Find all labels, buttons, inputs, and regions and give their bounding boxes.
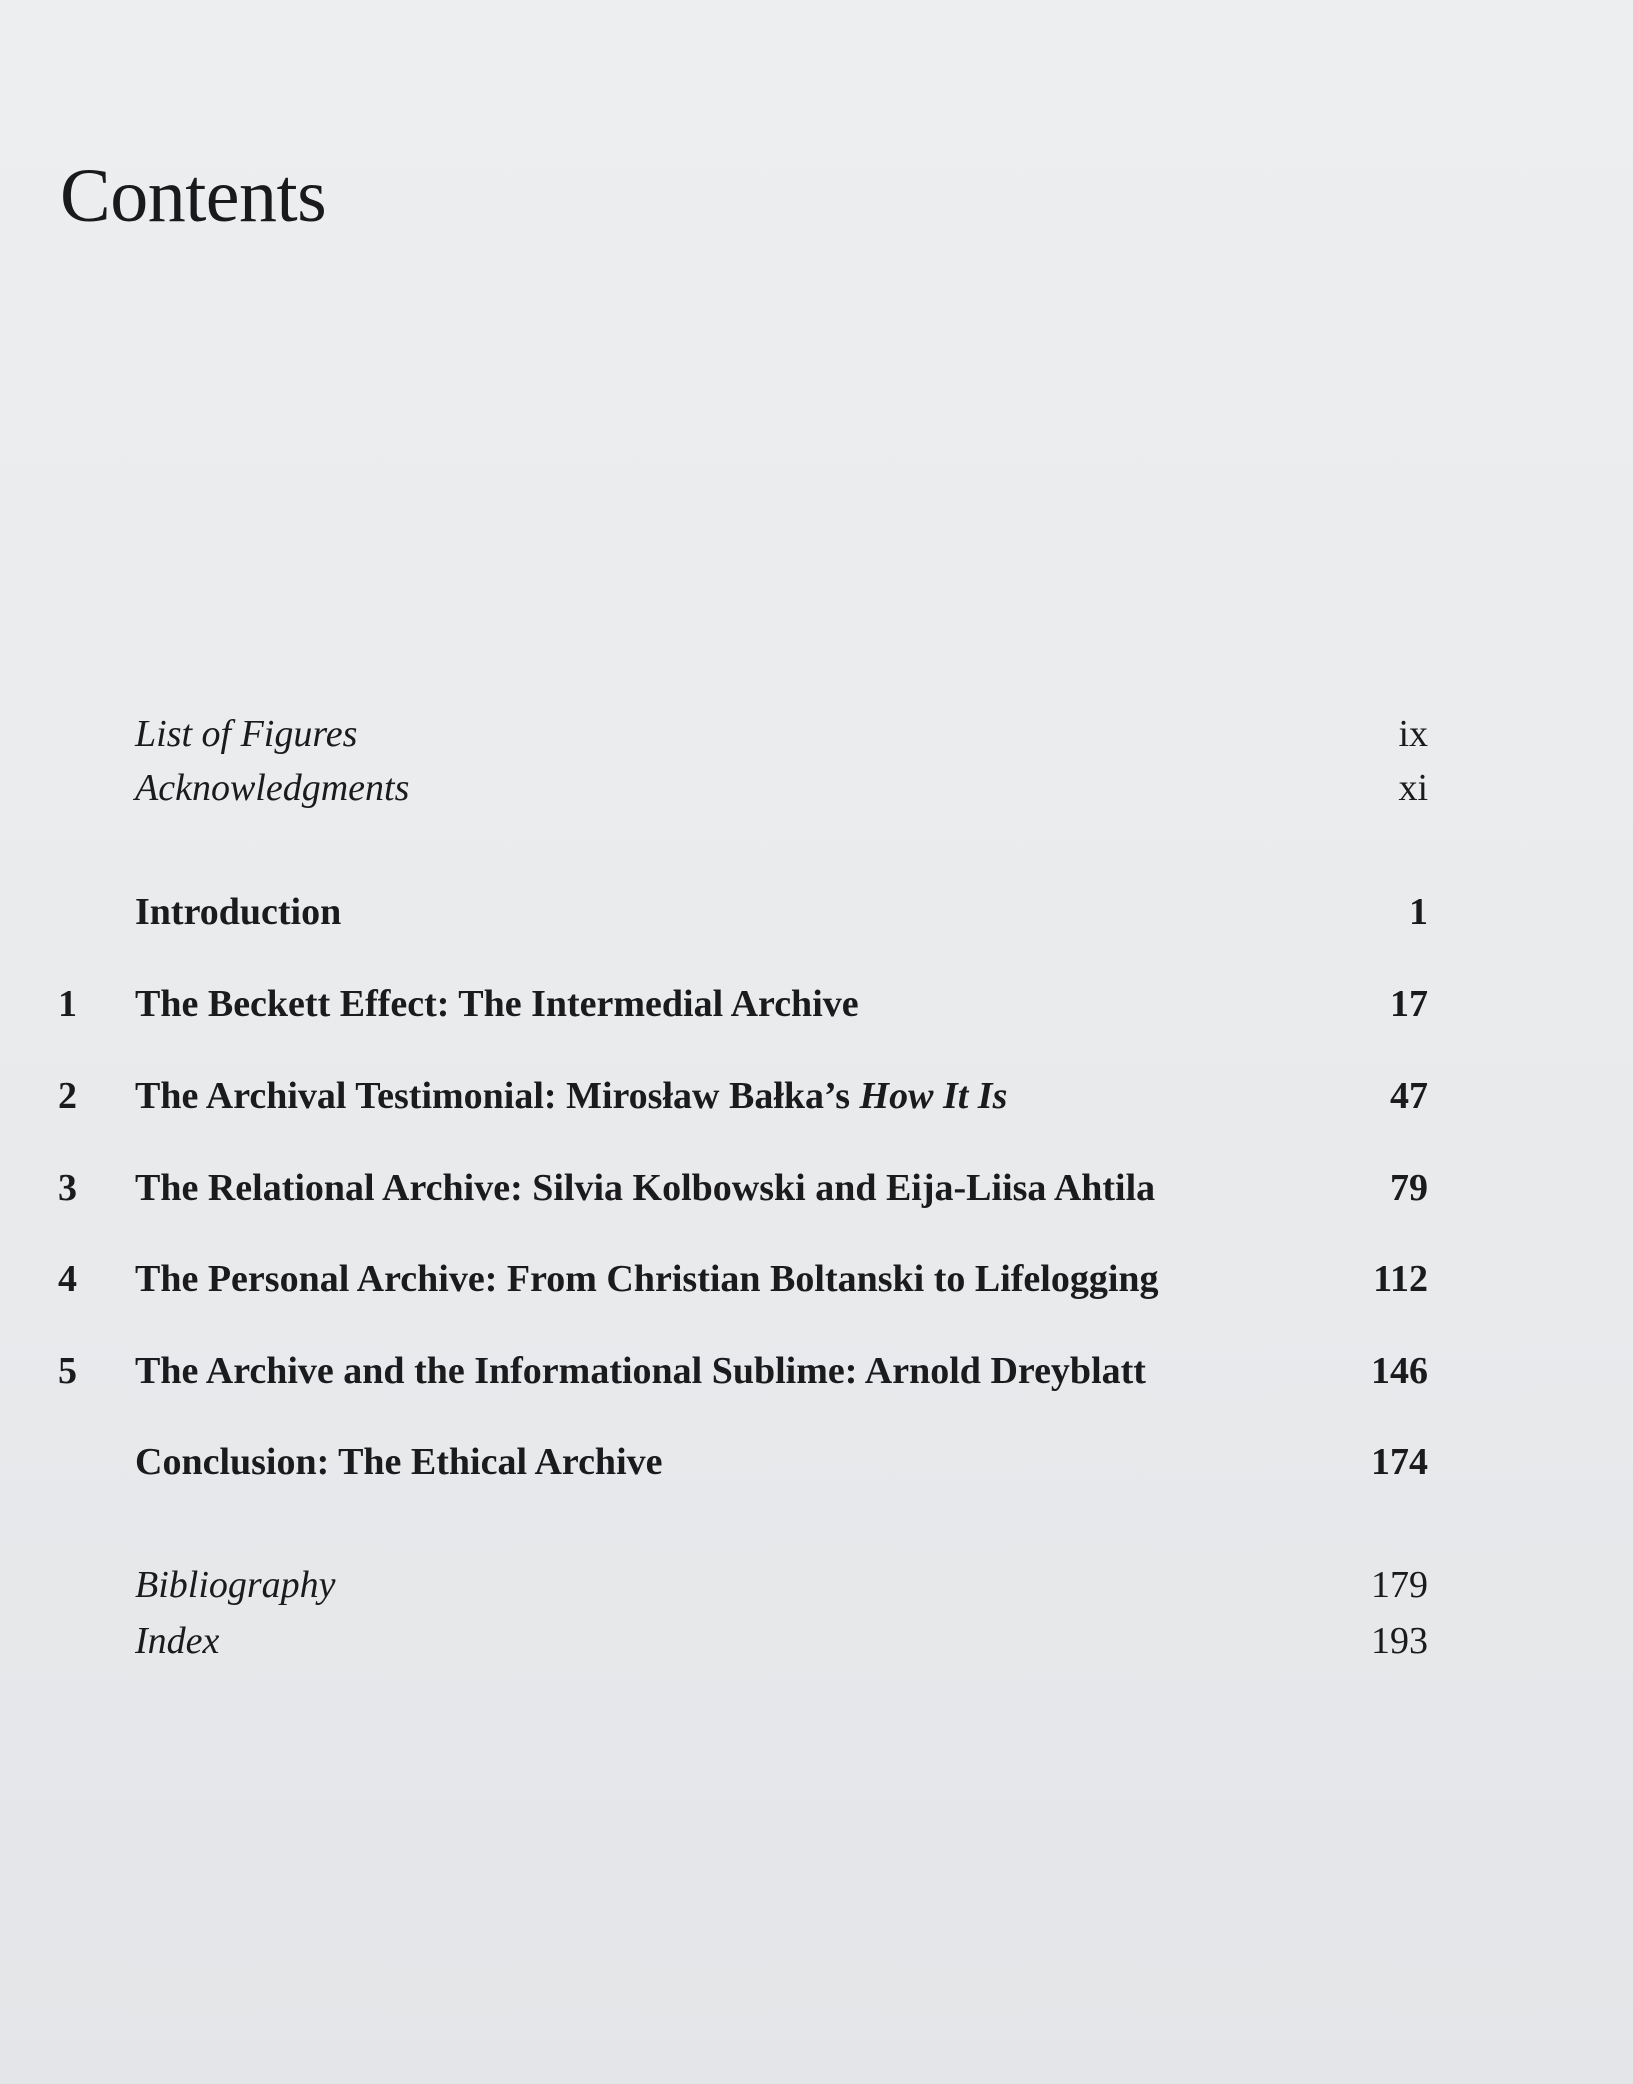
chapter-title: The Archive and the Informational Sublime: Arnold Dreyblatt (135, 1350, 1146, 1392)
chapter-number: 4 (58, 1258, 77, 1300)
toc-entry-label: Introduction (135, 891, 342, 933)
toc-entry-label: Conclusion: The Ethical Archive (135, 1441, 663, 1483)
toc-entry-page: 179 (1371, 1564, 1428, 1606)
toc-entry-page: 112 (1373, 1258, 1428, 1300)
toc-entry-conclusion (0, 1434, 1633, 1490)
toc-entry-page: 146 (1371, 1350, 1428, 1392)
toc-entry-chapter-3 (0, 1160, 1633, 1216)
chapter-title-italic: How It Is (859, 1075, 1008, 1117)
toc-entry-page: 174 (1371, 1441, 1428, 1483)
toc-entry-label: List of Figures (135, 713, 358, 755)
toc-entry-label (135, 1251, 1159, 1307)
toc-entry-introduction (0, 884, 1633, 940)
toc-entry-page: xi (1398, 767, 1428, 809)
toc-entry-page: 193 (1371, 1620, 1428, 1662)
chapter-number: 3 (58, 1167, 77, 1209)
toc-entry-bibliography (0, 1557, 1633, 1613)
chapter-title: The Beckett Effect: The Intermedial Archive (135, 983, 859, 1025)
toc-entry-acknowledgments (0, 760, 1633, 816)
toc-entry-list-of-figures (0, 706, 1633, 762)
toc-entry-page: ix (1398, 713, 1428, 755)
toc-entry-label (135, 976, 859, 1032)
page-title: Contents (60, 154, 327, 238)
toc-entry-chapter-5 (0, 1343, 1633, 1399)
toc-entry-label (135, 1068, 1007, 1124)
toc-entry-label (135, 1343, 1146, 1399)
chapter-number: 1 (58, 983, 77, 1025)
toc-entry-label (135, 1160, 1155, 1216)
chapter-title: The Personal Archive: From Christian Boltanski to Lifelogging (135, 1258, 1159, 1300)
toc-entry-label: Bibliography (135, 1564, 336, 1606)
chapter-number: 5 (58, 1350, 77, 1392)
toc-entry-page: 17 (1390, 983, 1428, 1025)
toc-entry-chapter-2 (0, 1068, 1633, 1124)
toc-entry-chapter-4 (0, 1251, 1633, 1307)
toc-entry-page: 79 (1390, 1167, 1428, 1209)
chapter-title: The Relational Archive: Silvia Kolbowski and Eija-Liisa Ahtila (135, 1167, 1156, 1209)
toc-entry-label: Index (135, 1620, 220, 1662)
toc-entry-page: 1 (1409, 891, 1428, 933)
toc-entry-chapter-1 (0, 976, 1633, 1032)
chapter-title: The Archival Testimonial: Mirosław Bałka’s (135, 1075, 860, 1117)
toc-entry-label: Acknowledgments (135, 767, 410, 809)
chapter-number: 2 (58, 1075, 77, 1117)
toc-entry-page: 47 (1390, 1075, 1428, 1117)
toc-entry-index (0, 1613, 1633, 1669)
